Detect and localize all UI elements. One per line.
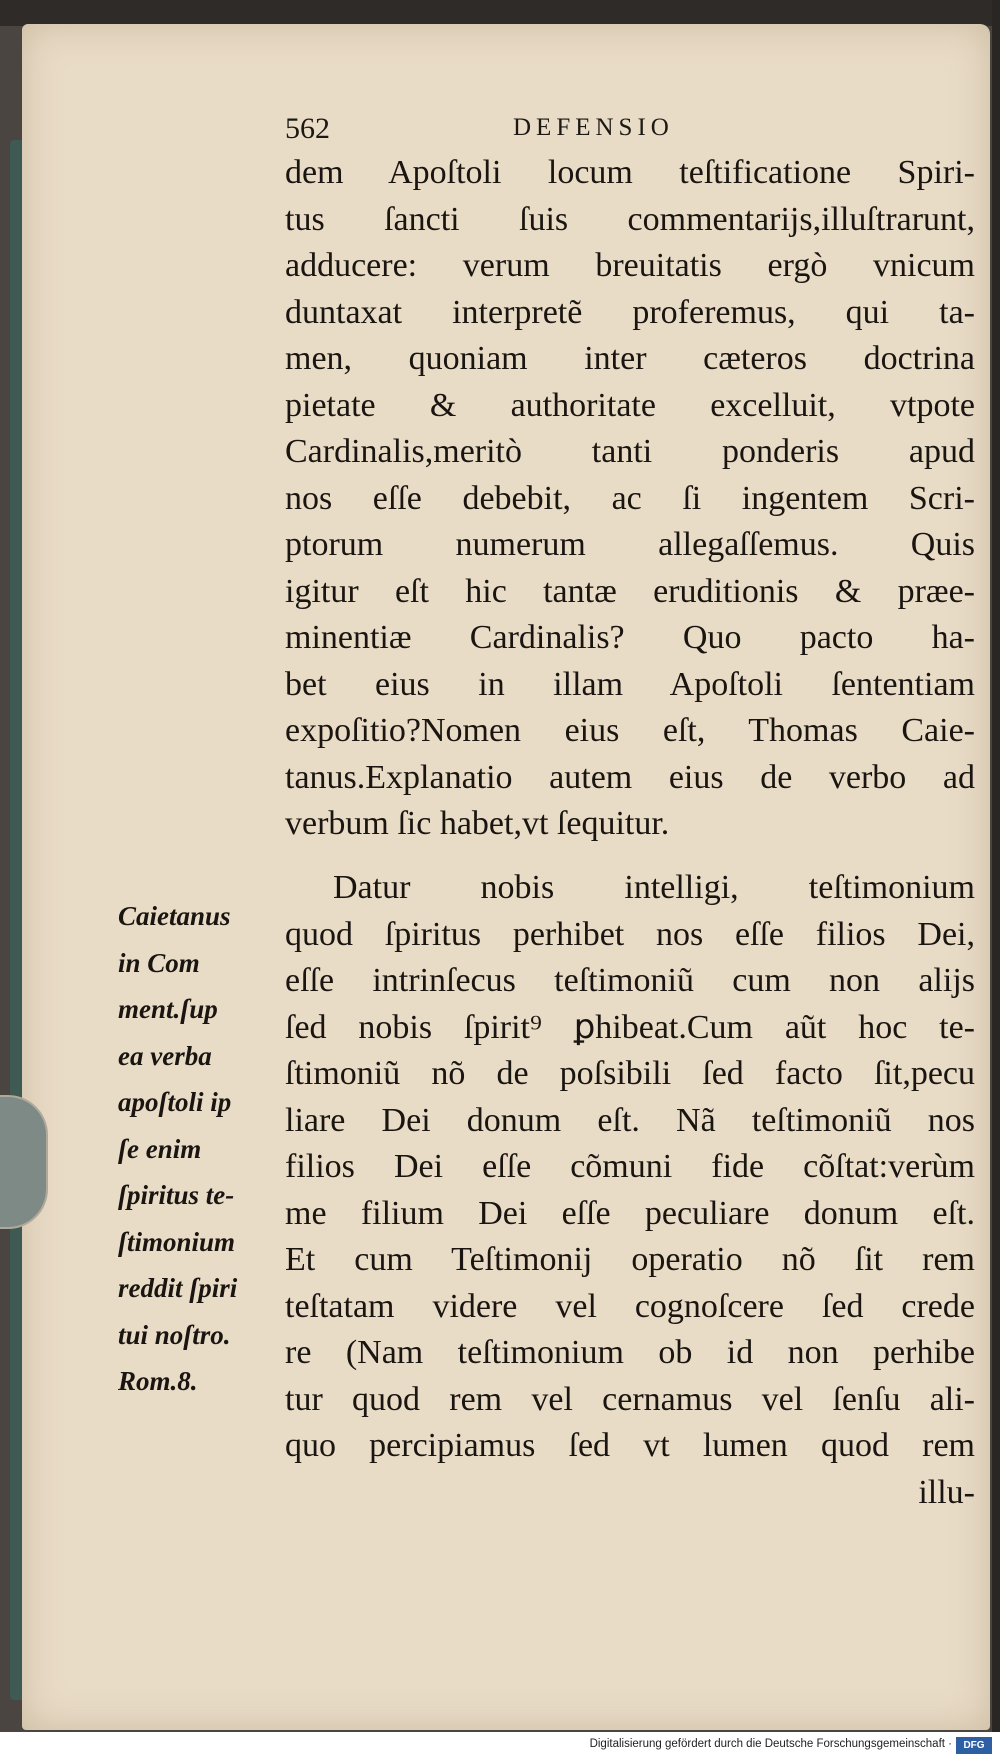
page-number: 562 xyxy=(285,112,330,145)
book-clasp xyxy=(0,1095,48,1229)
text-line: quo percipiamus ſed vt lumen quod rem xyxy=(285,1427,975,1464)
text-line: Cardinalis,meritò tanti ponderis apud xyxy=(285,433,975,470)
text-line: me filium Dei eſſe peculiare donum eſt. xyxy=(285,1194,975,1232)
marginal-line: ſtimonium xyxy=(118,1226,236,1257)
text-line: minentiæ Cardinalis? Quo pacto ha- xyxy=(285,619,975,656)
text-line: Datur nobis intelligi, teſtimonium xyxy=(333,869,975,906)
text-line: dem Apoſtoli locum teſtificatione Spiri- xyxy=(285,154,975,191)
text-line: duntaxat interpretẽ proferemus, qui ta- xyxy=(285,293,975,331)
text-line: ptorum numerum allegaſſemus. Quis xyxy=(285,526,975,563)
text-line: verbum ſic habet,vt ſequitur. xyxy=(285,805,670,842)
marginal-line: reddit ſpiri xyxy=(118,1273,238,1303)
text-line: expoſitio?Nomen eius eſt, Thomas Caie- xyxy=(285,712,975,749)
text-line: bet eius in illam Apoſtoli ſententiam xyxy=(285,665,975,703)
marginal-line: ſpiritus te- xyxy=(118,1180,235,1210)
paragraph-2 xyxy=(285,865,975,1516)
text-line: filios Dei eſſe cõmuni fide cõſtat:verùm xyxy=(285,1148,975,1185)
text-line: tur quod rem vel cernamus vel ſenſu ali- xyxy=(285,1380,975,1418)
text-line: teſtatam videre vel cognoſcere ſed crede xyxy=(285,1287,975,1325)
text-line: ſed nobis ſpirit⁹ ꝑhibeat.Cum aũt hoc te- xyxy=(285,1008,975,1046)
text-line: men, quoniam inter cæteros doctrina xyxy=(285,340,975,377)
text-line: eſſe intrinſecus teſtimoniũ cum non alijs xyxy=(285,962,975,999)
marginal-note xyxy=(118,893,283,1405)
text-line: re (Nam teſtimonium ob id non perhibe xyxy=(285,1334,975,1371)
scan-border-right xyxy=(992,0,1000,1761)
marginal-line: in Com xyxy=(118,947,200,978)
funding-credit: Digitalisierung gefördert durch die Deutsche Forschungsgemeinschaft · xyxy=(589,1738,952,1750)
marginal-line: apoſtoli ip xyxy=(118,1087,232,1117)
dfg-logo: DFG xyxy=(956,1737,992,1754)
text-line: liare Dei donum eſt. Nã teſtimoniũ nos xyxy=(285,1101,975,1139)
text-line: adducere: verum breuitatis ergò vnicum xyxy=(285,247,975,284)
marginal-line: ea verba xyxy=(118,1040,212,1071)
text-line: ſtimoniũ nõ de poſsibili ſed facto ſit,pecu xyxy=(285,1055,975,1092)
text-line: quod ſpiritus perhibet nos eſſe filios Dei, xyxy=(285,915,975,953)
running-head: DEFENSIO xyxy=(513,114,674,141)
marginal-line: Caietanus xyxy=(118,901,231,931)
text-line: tus ſancti ſuis commentarijs,illuſtrarunt, xyxy=(285,200,975,238)
marginal-line: ment.ſup xyxy=(118,994,218,1024)
text-line: nos eſſe debebit, ac ſi ingentem Scri- xyxy=(285,479,975,517)
text-line: tanus.Explanatio autem eius de verbo ad xyxy=(285,758,975,796)
marginal-line: tui noſtro. xyxy=(118,1319,231,1350)
marginal-line: Rom.8. xyxy=(118,1366,198,1396)
catchword: illu- xyxy=(918,1473,975,1511)
text-line: igitur eſt hic tantæ eruditionis & præe- xyxy=(285,572,975,610)
page-header xyxy=(285,112,745,152)
paragraph-1 xyxy=(285,150,975,848)
marginal-line: ſe enim xyxy=(118,1133,202,1164)
scan-border-top xyxy=(0,0,1000,26)
footer-bar xyxy=(0,1732,1000,1761)
text-line: Et cum Teſtimonij operatio nõ ſit rem xyxy=(285,1241,975,1278)
text-line: pietate & authoritate excelluit, vtpote xyxy=(285,386,975,424)
